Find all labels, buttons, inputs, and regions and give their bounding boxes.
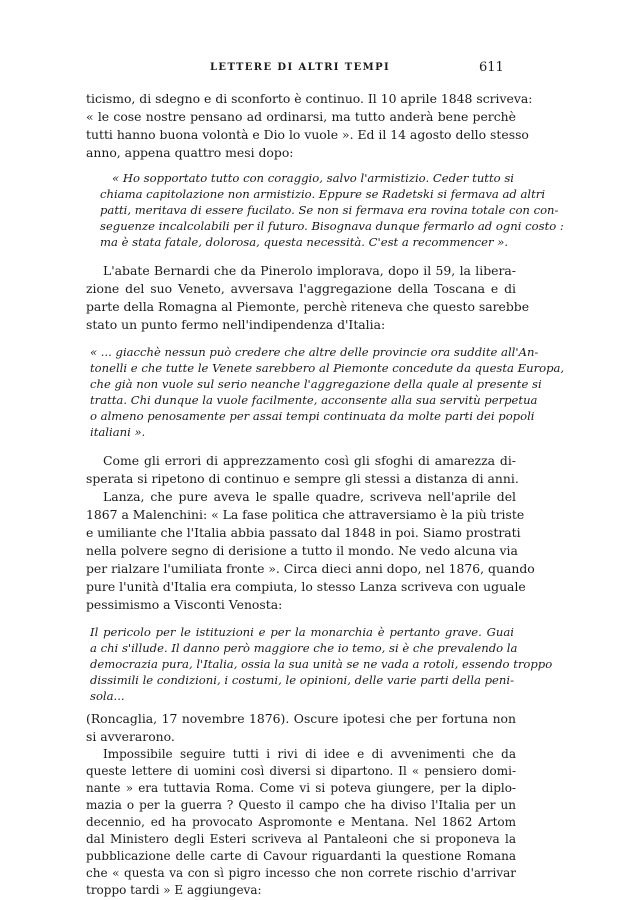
text-line: sperata si ripetono di continuo e sempre gli stessi a distanza di anni.	[86, 471, 519, 486]
quote-line: chiama capitolazione non armistizio. Eppure se Radetski si fermava ad altri	[100, 187, 546, 201]
text-line: ticismo, di sdegno e di sconforto è continuo. Il 10 aprile 1848 scriveva:	[86, 91, 533, 106]
text-line: Impossibile seguire tutti i rivi di idee e di avvenimenti che da	[103, 747, 516, 761]
quote-line: che già non vuole sul serio neanche l'aggregazione della quale al presente si	[90, 377, 542, 391]
text-line: e umiliante che l'Italia abbia passato dal 1848 in poi. Siamo prostrati	[86, 525, 521, 540]
text-line: (Roncaglia, 17 novembre 1876). Oscure ipotesi che per fortuna non	[86, 711, 516, 726]
text-line: « le cose nostre pensano ad ordinarsi, ma tutto anderà bene perchè	[86, 109, 516, 124]
quote-line: patti, meritava di essere fucilato. Se non si fermava era rovina totale con con-	[100, 203, 559, 217]
text-line: nella polvere segno di derisione a tutto il mondo. Ne vedo alcuna via	[86, 543, 518, 558]
text-line: queste lettere di uomini così diversi si dipartono. Il « pensiero domi-	[86, 764, 516, 778]
text-line: che « questa va con sì pigro incesso che non correte rischio d'arrivar	[86, 866, 516, 880]
text-line: nante » era tuttavia Roma. Come vi si poteva giungere, per la diplo-	[86, 781, 516, 795]
text-line: anno, appena quattro mesi dopo:	[86, 145, 294, 160]
quote-line: tratta. Chi dunque la vuole facilmente, acconsente alla sua servitù perpetua	[90, 393, 538, 407]
text-line: stato un punto fermo nell'indipendenza d'Italia:	[86, 317, 386, 332]
text-line: decennio, ed ha provocato Aspromonte e Mentana. Nel 1862 Artom	[86, 815, 516, 829]
page-header	[0, 62, 623, 80]
quote-line: tonelli e che tutte le Venete sarebbero al Piemonte concedute da questa Europa,	[90, 361, 565, 375]
text-line: L'abate Bernardi che da Pinerolo implorava, dopo il 59, la libera-	[103, 263, 516, 278]
quote-line: democrazia pura, l'Italia, ossia la sua unità se ne vada a rotoli, essendo troppo	[90, 657, 553, 671]
text-line: parte della Romagna al Piemonte, perchè riteneva che questo sarebbe	[86, 299, 530, 314]
text-line: dal Ministero degli Esteri scriveva al Pantaleoni che si proponeva la	[86, 832, 516, 846]
text-line: pure l'unità d'Italia era compiuta, lo stesso Lanza scriveva con uguale	[86, 579, 526, 594]
quote-line: « Ho sopportato tutto con coraggio, salvo l'armistizio. Ceder tutto si	[112, 171, 514, 185]
page-number: 611	[479, 60, 504, 75]
quote-line: ma è stata fatale, dolorosa, questa necessità. C'est a recommencer ».	[100, 235, 509, 249]
text-line: zione del suo Veneto, avversava l'aggregazione della Toscana e di	[86, 281, 516, 296]
quote-line: sola...	[90, 689, 125, 703]
text-line: Lanza, che pure aveva le spalle quadre, scriveva nell'aprile del	[103, 489, 516, 504]
quote-line: a chi s'illude. Il danno però maggiore che io temo, si è che prevalendo la	[90, 641, 518, 655]
text-line: troppo tardi » E aggiungeva:	[86, 883, 262, 897]
quote-line: Il pericolo per le istituzioni e per la monarchia è pertanto grave. Guai	[90, 625, 514, 639]
quote-line: « ... giacchè nessun può credere che altre delle provincie ora suddite all'An-	[90, 345, 539, 359]
text-line: per rialzare l'umiliata fronte ». Circa dieci anni dopo, nel 1876, quando	[86, 561, 535, 576]
text-line: 1867 a Malenchini: « La fase politica che attraversiamo è la più triste	[86, 507, 525, 522]
quote-line: o almeno penosamente per assai tempi continuata da molte parti dei popoli	[90, 409, 535, 423]
text-line: mazia o per la guerra ? Questo il campo che ha diviso l'Italia per un	[86, 798, 516, 812]
text-line: tutti hanno buona volontà e Dio lo vuole ». Ed il 14 agosto dello stesso	[86, 127, 529, 142]
text-line: pessimismo a Visconti Venosta:	[86, 597, 283, 612]
quote-line: italiani ».	[90, 425, 146, 439]
text-line: pubblicazione delle carte di Cavour riguardanti la questione Romana	[86, 849, 516, 863]
text-line: si avverarono.	[86, 729, 175, 744]
running-head: LETTERE DI ALTRI TEMPI	[210, 62, 391, 73]
quote-line: seguenze incalcolabili per il futuro. Bisognava dunque fermarlo ad ogni costo :	[100, 219, 564, 233]
text-line: Come gli errori di apprezzamento così gli sfoghi di amarezza di-	[103, 453, 516, 468]
quote-line: dissimili le condizioni, i costumi, le opinioni, delle varie parti della peni-	[90, 673, 514, 687]
